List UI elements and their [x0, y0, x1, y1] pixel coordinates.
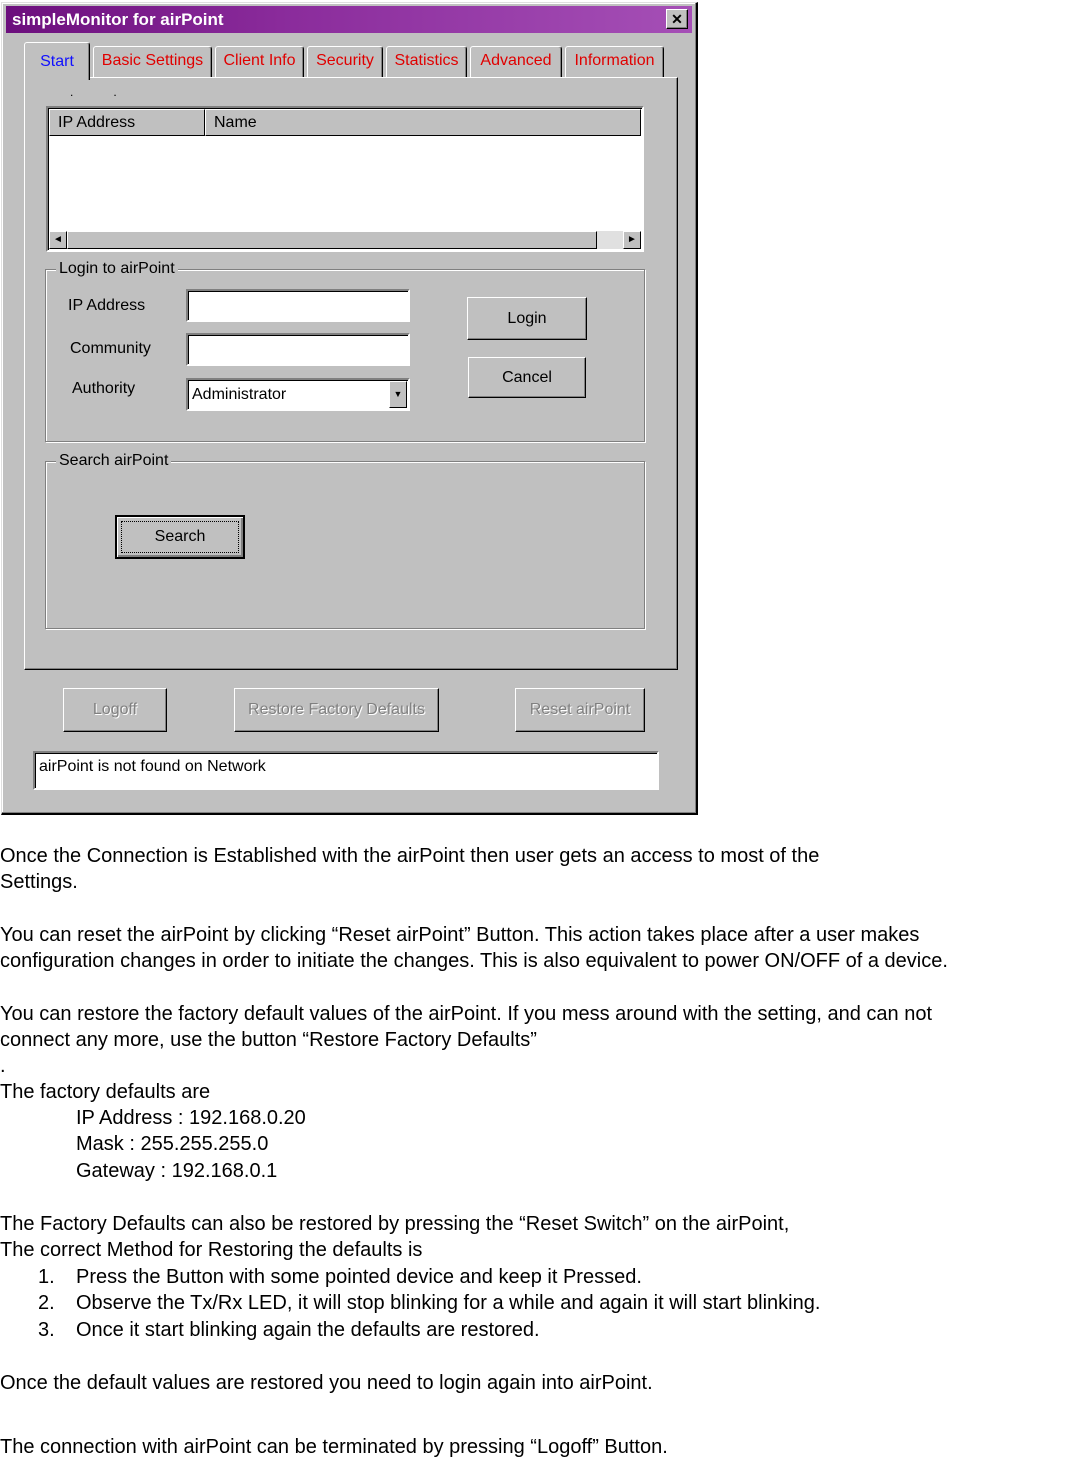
login-group-title: Login to airPoint [56, 259, 178, 279]
step-text: Press the Button with some pointed device and keep it Pressed. [76, 1266, 642, 1288]
search-button-focus-ring [121, 521, 239, 553]
scroll-right-icon[interactable]: ► [623, 231, 641, 249]
step-number: 3. [38, 1319, 55, 1341]
cancel-button[interactable]: Cancel [468, 357, 586, 398]
login-button[interactable]: Login [467, 297, 587, 340]
close-icon[interactable]: ✕ [666, 9, 688, 29]
column-header-name[interactable]: Name [205, 109, 641, 136]
doc-p3-line1: You can restore the factory default values of the airPoint. If you mess around with the setting, and can not [0, 1003, 933, 1025]
authority-select[interactable] [186, 378, 410, 411]
list-caption-dots: .. [70, 85, 157, 99]
doc-default-mask: Mask : 255.255.255.0 [76, 1133, 269, 1155]
status-field: airPoint is not found on Network [33, 751, 659, 790]
doc-p4-line1: The Factory Defaults can also be restored by pressing the “Reset Switch” on the airPoint, [0, 1213, 790, 1235]
ip-address-input[interactable] [186, 289, 410, 322]
scroll-thumb[interactable] [67, 231, 597, 249]
doc-p6: The connection with airPoint can be terminated by pressing “Logoff” Button. [0, 1436, 668, 1458]
community-input[interactable] [186, 333, 410, 366]
search-group-title: Search airPoint [56, 451, 171, 471]
logoff-button[interactable]: Logoff [63, 688, 167, 732]
tab-information[interactable]: Information [565, 46, 664, 78]
doc-p3-line3: . [0, 1055, 6, 1077]
doc-p2-line2: configuration changes in order to initiate the changes. This is also equivalent to power ON/OFF of a device. [0, 950, 948, 972]
window-title: simpleMonitor for airPoint [12, 10, 224, 29]
tab-client-info[interactable]: Client Info [215, 46, 304, 78]
doc-p1-line1: Once the Connection is Established with the airPoint then user gets an access to most of the [0, 845, 820, 867]
authority-value: Administrator [192, 386, 287, 403]
tab-basic-settings[interactable]: Basic Settings [93, 46, 212, 78]
tab-start[interactable]: Start [24, 42, 90, 80]
doc-p5: Once the default values are restored you need to login again into airPoint. [0, 1372, 653, 1394]
chevron-down-icon[interactable]: ▼ [389, 381, 407, 408]
search-button-label: Search [154, 528, 206, 545]
doc-default-gateway: Gateway : 192.168.0.1 [76, 1160, 278, 1182]
step-text: Once it start blinking again the defaults are restored. [76, 1319, 540, 1341]
authority-label: Authority [72, 380, 136, 397]
doc-p1-line2: Settings. [0, 871, 78, 893]
search-button[interactable] [115, 515, 245, 559]
doc-p3-line2: connect any more, use the button “Restore Factory Defaults” [0, 1029, 537, 1051]
doc-p4-line2: The correct Method for Restoring the defaults is [0, 1239, 423, 1261]
tab-statistics[interactable]: Statistics [386, 46, 467, 78]
community-label: Community [70, 340, 151, 357]
scroll-left-icon[interactable]: ◄ [49, 231, 67, 249]
step-number: 2. [38, 1292, 55, 1314]
step-text: Observe the Tx/Rx LED, it will stop blinking for a while and again it will start blinking. [76, 1292, 821, 1314]
restore-factory-defaults-button[interactable]: Restore Factory Defaults [234, 688, 439, 732]
doc-p2-line1: You can reset the airPoint by clicking “Reset airPoint” Button. This action takes place after a user makes [0, 924, 920, 946]
ip-address-label: IP Address [68, 297, 146, 314]
airpoint-list[interactable] [46, 106, 644, 252]
column-header-ip-address[interactable]: IP Address [49, 109, 205, 136]
horizontal-scrollbar[interactable] [49, 231, 641, 249]
doc-defaults-intro: The factory defaults are [0, 1081, 211, 1103]
tab-advanced[interactable]: Advanced [470, 46, 562, 78]
title-bar [6, 6, 692, 33]
doc-default-ip: IP Address : 192.168.0.20 [76, 1107, 306, 1129]
step-number: 1. [38, 1266, 55, 1288]
reset-airpoint-button[interactable]: Reset airPoint [515, 688, 645, 732]
tab-security[interactable]: Security [307, 46, 383, 78]
